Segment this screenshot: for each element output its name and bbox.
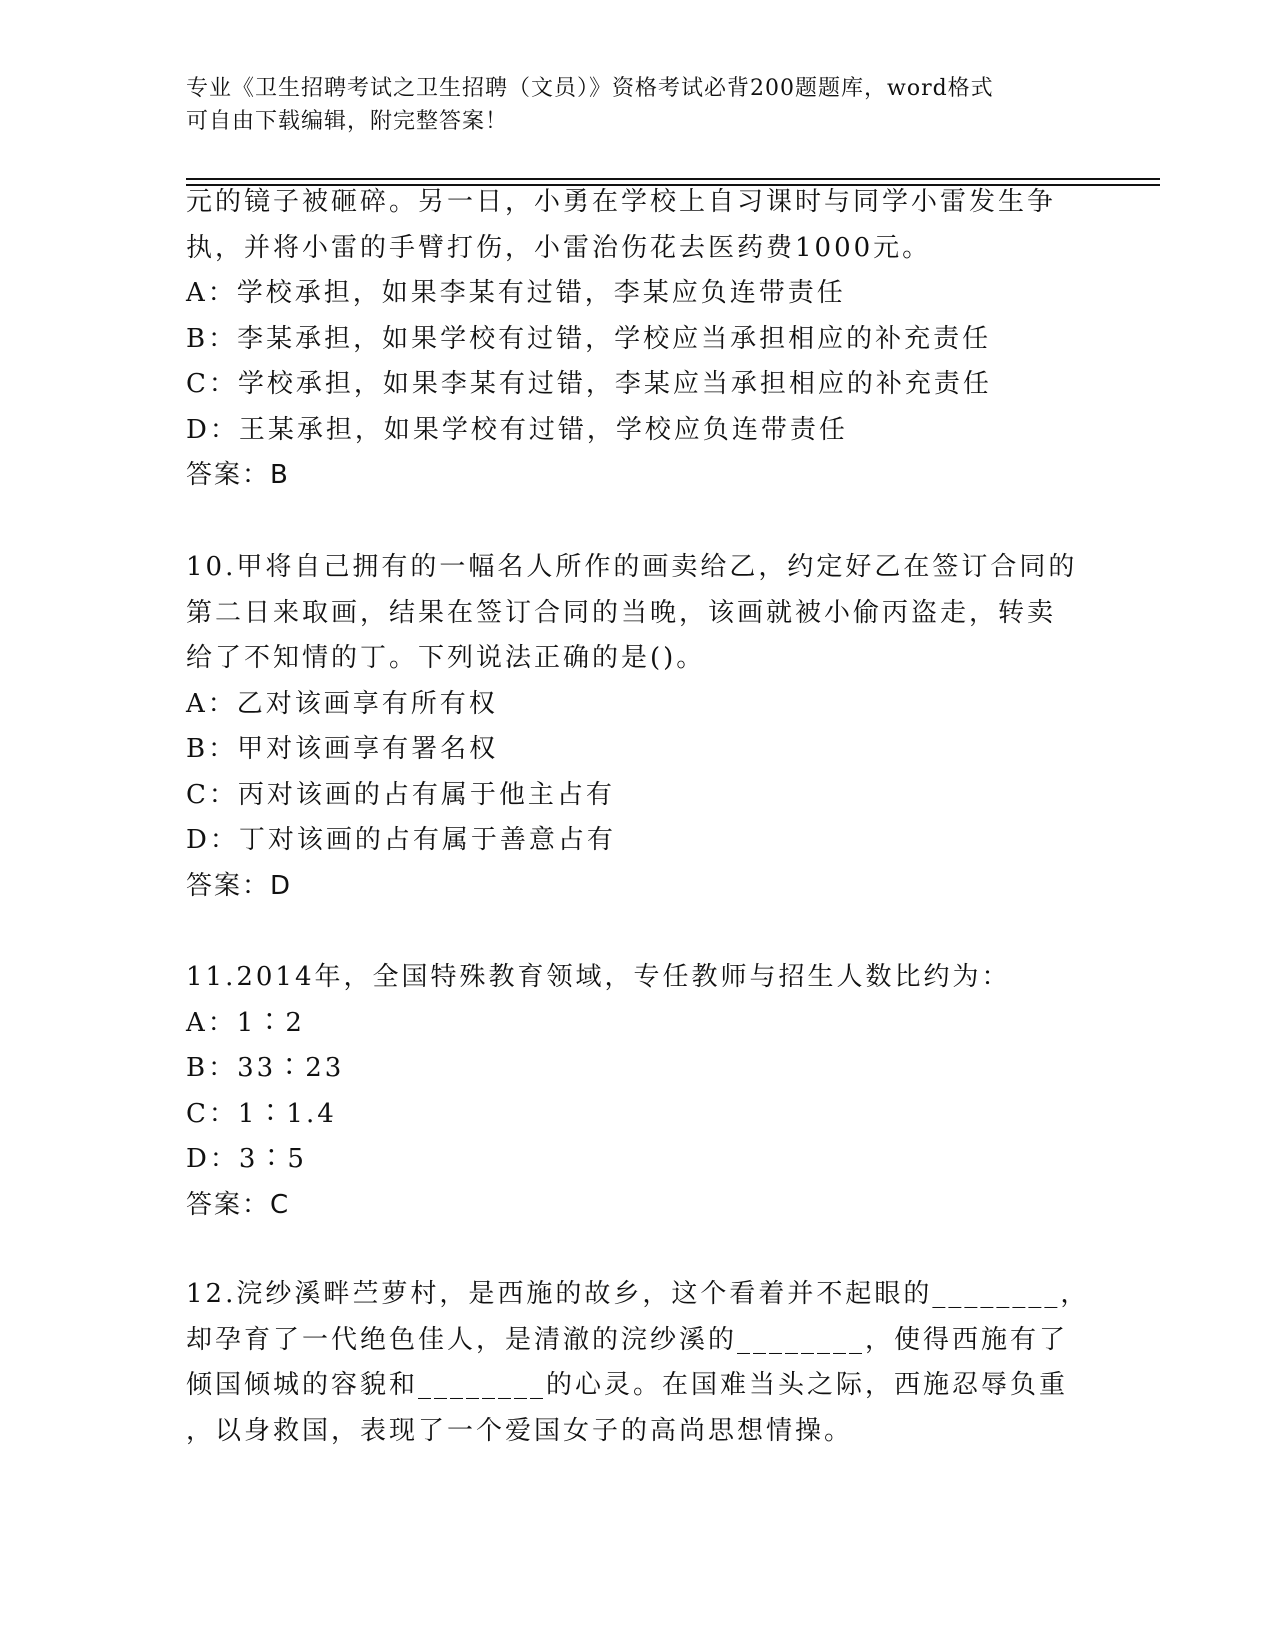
option-d: D：王某承担，如果学校有过错，学校应负连带责任: [186, 414, 848, 445]
header-title-line-2: 可自由下载编辑，附完整答案！: [186, 109, 509, 134]
question-9-continued: [186, 180, 1086, 499]
option-c: C：1∶1.4: [186, 1098, 337, 1129]
answer-line: 答案：D: [186, 870, 293, 901]
question-text-line: 给了不知情的丁。下列说法正确的是()。: [186, 643, 706, 673]
option-d: D：丁对该画的占有属于善意占有: [186, 825, 616, 855]
question-11: [186, 955, 1086, 1228]
header-title-line-1: 专业《卫生招聘考试之卫生招聘（文员）》资格考试必背200题题库，word格式: [186, 76, 994, 101]
option-a: A：1∶2: [186, 1007, 305, 1038]
question-text-line: 却孕育了一代绝色佳人，是清澈的浣纱溪的________，使得西施有了: [186, 1324, 1069, 1355]
question-12: [186, 1272, 1090, 1454]
option-b: B：甲对该画享有署名权: [186, 734, 499, 764]
question-text-line: 倾国倾城的容貌和________的心灵。在国难当头之际，西施忍辱负重: [186, 1370, 1069, 1400]
question-text-line: 元的镜子被砸碎。另一日，小勇在学校上自习课时与同学小雷发生争: [186, 187, 1057, 217]
option-b: B：李某承担，如果学校有过错，学校应当承担相应的补充责任: [186, 323, 992, 354]
option-a: A：学校承担，如果李某有过错，李某应负连带责任: [186, 278, 846, 308]
question-text-line: 第二日来取画，结果在签订合同的当晚，该画就被小偷丙盗走，转卖: [186, 597, 1057, 628]
question-10: [186, 545, 1086, 909]
question-text-line: 11.2014年，全国特殊教育领域，专任教师与招生人数比约为：: [186, 962, 1011, 992]
page-header: [186, 72, 1086, 138]
question-text-line: ，以身救国，表现了一个爱国女子的高尚思想情操。: [186, 1415, 854, 1446]
option-d: D：3∶5: [186, 1144, 307, 1174]
answer-line: 答案：B: [186, 460, 290, 490]
question-text-line: 执，并将小雷的手臂打伤，小雷治伤花去医药费1000元。: [186, 232, 932, 263]
option-b: B：33∶23: [186, 1053, 345, 1083]
option-c: C：学校承担，如果李某有过错，李某应当承担相应的补充责任: [186, 369, 992, 399]
option-c: C：丙对该画的占有属于他主占有: [186, 779, 615, 810]
question-text-line: 10.甲将自己拥有的一幅名人所作的画卖给乙，约定好乙在签订合同的: [186, 552, 1078, 582]
question-text-line: 12.浣纱溪畔苎萝村，是西施的故乡，这个看着并不起眼的________，: [186, 1279, 1090, 1309]
option-a: A：乙对该画享有所有权: [186, 688, 498, 719]
answer-line: 答案：C: [186, 1189, 291, 1220]
